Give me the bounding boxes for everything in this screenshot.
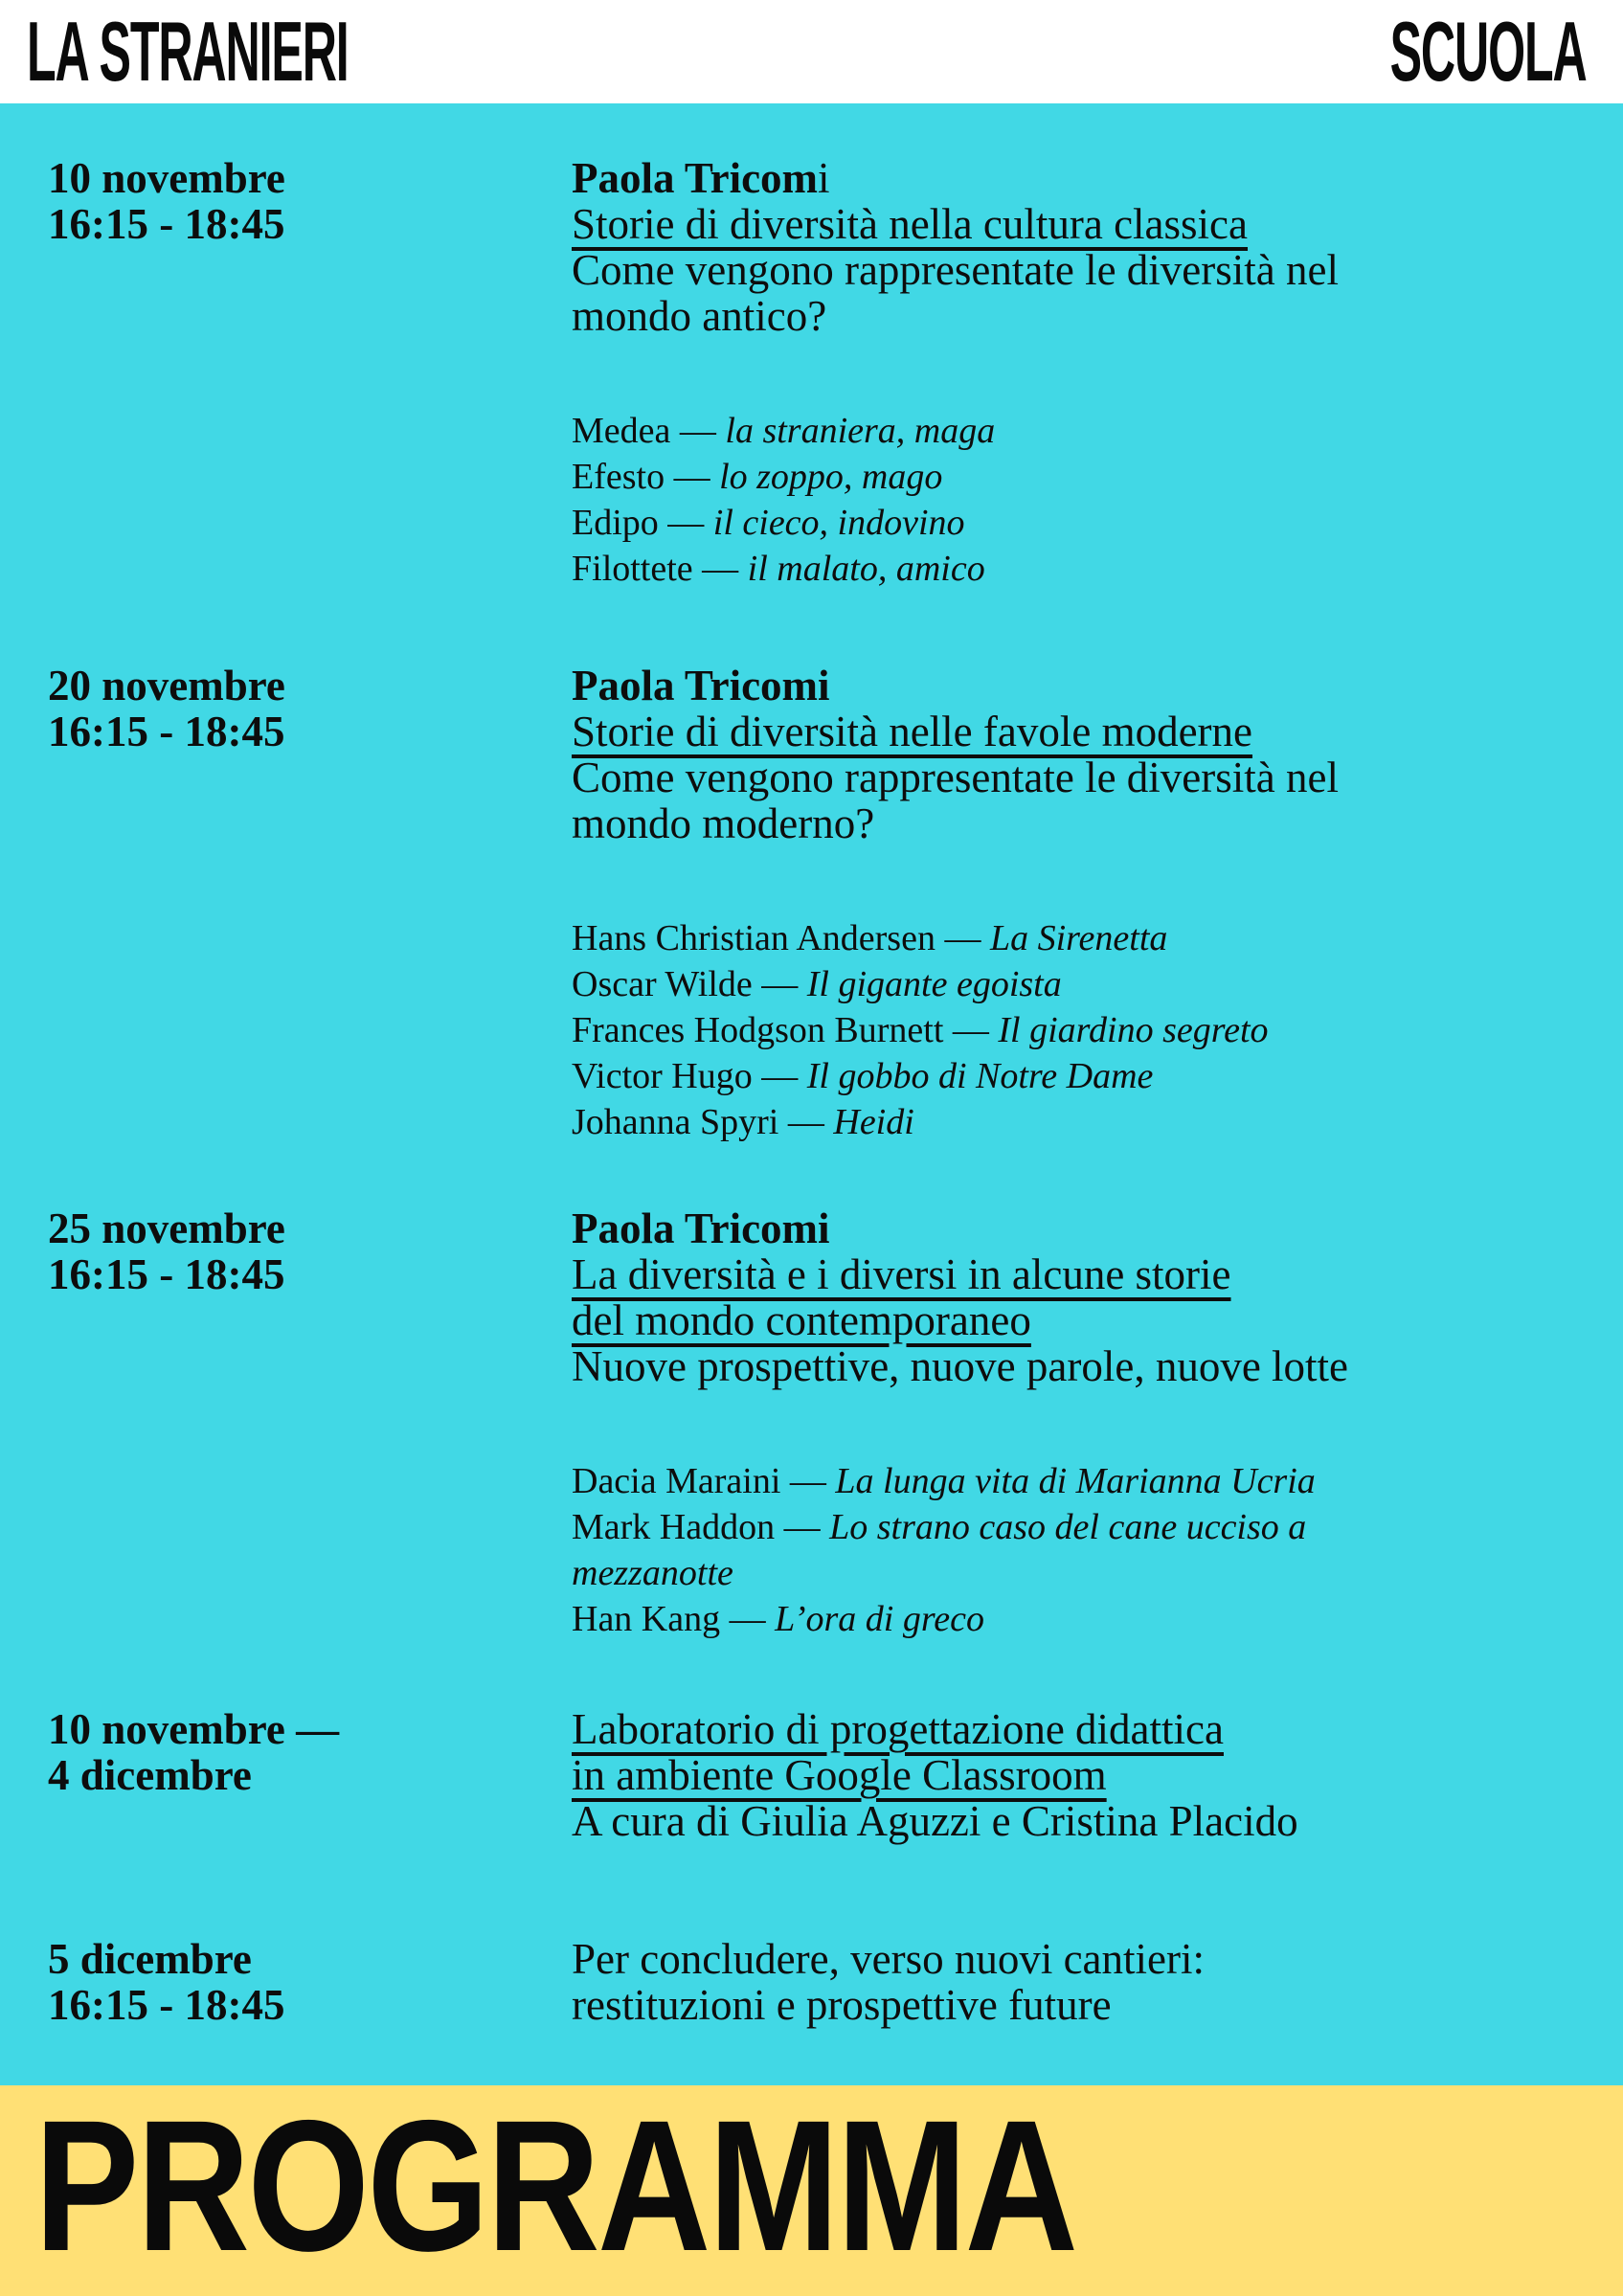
book-title: L’ora di greco [775, 1599, 984, 1639]
book-title: lo zoppo, mago [719, 457, 943, 497]
entry-author [572, 663, 1575, 709]
book-title: la straniera, maga [725, 411, 996, 451]
book-author: Edipo [572, 503, 659, 543]
brand-la-stranieri: LA STRANIERI [27, 4, 349, 99]
entry-date [48, 663, 572, 1145]
entry-title-line [572, 201, 1575, 247]
entry-subtitle-line: Come vengono rappresentate le diversità nel [572, 754, 1339, 801]
book-author: Han Kang [572, 1599, 721, 1639]
book-title: Lo strano caso del cane ucciso a [829, 1507, 1307, 1547]
book-dash: — [778, 1102, 834, 1142]
book-line [572, 1053, 1575, 1099]
entry-subtitle-line: mondo antico? [572, 292, 827, 340]
brand-scuola: SCUOLA [1390, 4, 1587, 99]
title-underlined: in ambiente Google Classroom [572, 1751, 1107, 1799]
entry-title-line [572, 1706, 1575, 1752]
entry-subtitle-line: Nuove prospettive, nuove parole, nuove lotte [572, 1342, 1349, 1390]
title-underlined: Laboratorio di progettazione didattica [572, 1705, 1224, 1753]
schedule-entry-4 [48, 1706, 1575, 1844]
schedule-entry-3 [48, 1205, 1575, 1642]
schedule-entry-2 [48, 663, 1575, 1145]
book-line [572, 1596, 1575, 1642]
entry-date [48, 1936, 572, 2028]
book-title: La lunga vita di Marianna Ucria [835, 1461, 1316, 1501]
schedule-entry-1 [48, 155, 1575, 592]
book-author: Victor Hugo [572, 1056, 753, 1096]
book-title: mezzanotte [572, 1553, 733, 1593]
book-list [572, 408, 1575, 592]
author-tail: i [818, 154, 830, 202]
entry-title-line [572, 709, 1575, 754]
book-author: Oscar Wilde [572, 964, 753, 1004]
book-dash: — [935, 918, 990, 958]
book-author: Frances Hodgson Burnett [572, 1010, 944, 1050]
programma-title: PROGRAMMA [34, 2082, 1076, 2290]
entry-date [48, 155, 572, 592]
book-dash: — [752, 964, 807, 1004]
book-line [572, 1458, 1575, 1504]
book-line [572, 500, 1575, 546]
book-author: Medea [572, 411, 671, 451]
title-underlined: La diversità e i diversi in alcune storie [572, 1250, 1231, 1298]
book-dash: — [775, 1507, 830, 1547]
book-line [572, 915, 1575, 961]
title-underlined: Storie di diversità nella cultura classica [572, 200, 1249, 248]
date-line: 20 novembre [48, 662, 285, 709]
book-author: Hans Christian Andersen [572, 918, 935, 958]
book-dash: — [720, 1599, 776, 1639]
schedule [0, 103, 1623, 2085]
book-title: il malato, amico [747, 549, 985, 589]
schedule-entry-5 [48, 1936, 1575, 2028]
book-list [572, 915, 1575, 1145]
book-title: il cieco, indovino [712, 503, 965, 543]
book-line [572, 1504, 1575, 1550]
book-line [572, 961, 1575, 1007]
author-bold: Paola Tricomi [572, 1204, 830, 1252]
entry-subtitle-line: mondo moderno? [572, 799, 875, 847]
entry-title-line [572, 1297, 1575, 1343]
book-dash: — [658, 503, 713, 543]
entry-content [572, 1706, 1575, 1844]
book-dash: — [665, 457, 720, 497]
date-line: 10 novembre [48, 154, 285, 202]
entry-subtitle-line: Per concludere, verso nuovi cantieri: [572, 1935, 1206, 1983]
entry-title-line [572, 1251, 1575, 1297]
entry-date [48, 1706, 572, 1844]
entry-subtitle-line: Come vengono rappresentate le diversità nel [572, 246, 1339, 294]
time-line: 16:15 - 18:45 [48, 1981, 285, 2029]
book-author: Dacia Maraini [572, 1461, 781, 1501]
book-line-continuation [572, 1550, 1575, 1596]
book-title: Heidi [833, 1102, 914, 1142]
entry-author [572, 155, 1575, 201]
book-dash: — [780, 1461, 836, 1501]
book-author: Mark Haddon [572, 1507, 776, 1547]
entry-author [572, 1205, 1575, 1251]
header-bar [0, 0, 1623, 103]
book-list [572, 1458, 1575, 1642]
book-title: Il gigante egoista [806, 964, 1062, 1004]
date-line: 25 novembre [48, 1204, 285, 1252]
time-line: 16:15 - 18:45 [48, 708, 285, 755]
book-author: Johanna Spyri [572, 1102, 779, 1142]
date-line: 5 dicembre [48, 1935, 252, 1983]
time-line: 16:15 - 18:45 [48, 200, 285, 248]
date-line: 4 dicembre [48, 1751, 252, 1799]
book-line [572, 454, 1575, 500]
title-underlined: Storie di diversità nelle favole moderne [572, 708, 1253, 755]
book-author: Efesto [572, 457, 665, 497]
book-dash: — [752, 1056, 807, 1096]
title-underlined: del mondo contemporaneo [572, 1296, 1031, 1344]
book-line [572, 408, 1575, 454]
time-line: 16:15 - 18:45 [48, 1250, 285, 1298]
entry-date [48, 1205, 572, 1642]
book-title: La Sirenetta [989, 918, 1168, 958]
entry-content [572, 1205, 1575, 1642]
entry-content [572, 155, 1575, 592]
entry-content [572, 663, 1575, 1145]
entry-content [572, 1936, 1575, 2028]
book-title: Il giardino segreto [998, 1010, 1269, 1050]
book-line [572, 546, 1575, 592]
book-dash: — [943, 1010, 999, 1050]
footer-band [0, 2082, 1623, 2296]
book-title: Il gobbo di Notre Dame [806, 1056, 1154, 1096]
date-line: 10 novembre — [48, 1705, 340, 1753]
book-line [572, 1099, 1575, 1145]
book-dash: — [692, 549, 748, 589]
author-bold: Paola Tricom [572, 154, 819, 202]
author-bold: Paola Tricomi [572, 662, 830, 709]
entry-title-line [572, 1752, 1575, 1798]
book-line [572, 1007, 1575, 1053]
entry-subtitle-line: A cura di Giulia Aguzzi e Cristina Placido [572, 1797, 1298, 1845]
book-dash: — [670, 411, 726, 451]
book-author: Filottete [572, 549, 693, 589]
entry-subtitle-line: restituzioni e prospettive future [572, 1981, 1112, 2029]
